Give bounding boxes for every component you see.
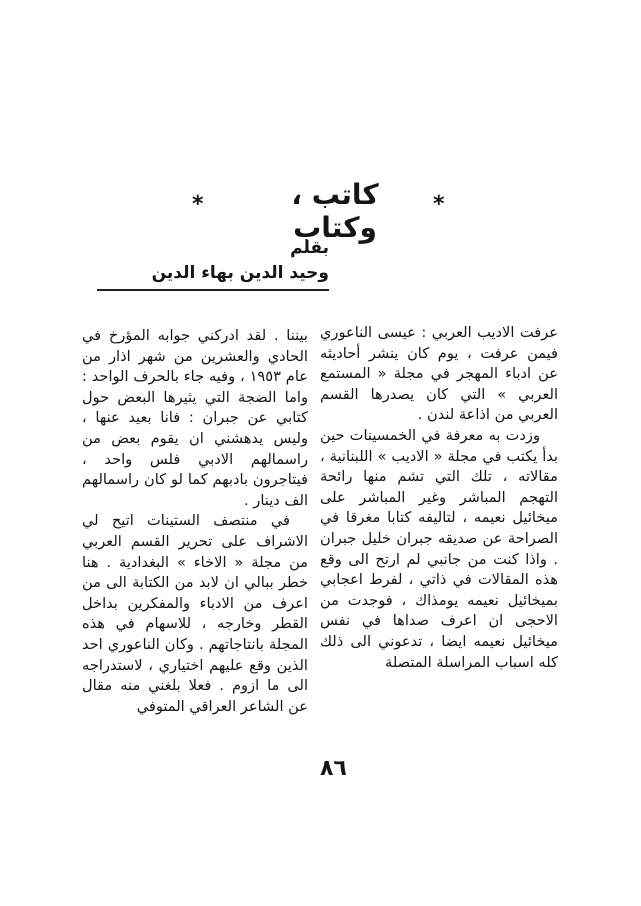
article-title: كاتب ، وكتاب bbox=[291, 178, 379, 244]
paragraph: في منتصف الستينات اتيح لي الاشراف على تحرير القسم العربي من مجلة « الاخاء » البغدادية . هنا خطر ببالي ان لابد من الكتابة الى من اعرف من الادباء والمفكرين بداخل القطر وخارجه ، للاسهام في هذه المجلة بانتاجاتهم . وكان الناعوري احد الذين وقع عليهم اختياري ، لاستدراجه الى ما ازوم . فعلا بلغني منه مقال عن الشاعر العراقي المتوفي bbox=[82, 512, 308, 715]
author-name: وحيد الدين بهاء الدين bbox=[151, 263, 329, 283]
star-ornament-left: * bbox=[192, 192, 204, 217]
left-column bbox=[82, 326, 308, 717]
paragraph: بيننا . لقد ادركني جوابه المؤرخ في الحادي والعشرين من شهر اذار من عام ١٩٥٣ ، وفيه جاء بالحرف الواحد : واما الضجة التي يثيرها البعض حول كتابي عن جبران : فانا بعيد عنها ، وليس يدهشني ان يقوم بعض من راسمالهم الادبي فلس واحد ، فيتاجرون بادبهم كما لو كان راسمالهم الف دينار . bbox=[82, 327, 308, 509]
byline bbox=[109, 236, 329, 286]
right-column bbox=[320, 323, 558, 673]
paragraph: عرفت الاديب العربي : عيسى الناعوري فيمن عرفت ، يوم كان ينشر أحاديثه عن ادباء المهجر في مجلة « المستمع العربي » التي كان يصدرها القسم العربي من اذاعة لندن . bbox=[320, 324, 558, 424]
paragraph: وزدت به معرفة في الخمسينات حين بدأ يكتب في مجلة « الاديب » اللبنانية ، مقالاته ، تلك التي تشم منها رائحة التهجم المباشر وغير المباشر على ميخائيل نعيمه ، لتاليفه كتابا مغرقا في الصراحة عن صديقه جبران خليل جبران . واذا كنت من جانبي لم ارتح الى وقع هذه المقالات في ذاتي ، لفرط اعجابي بميخائيل نعيمه يومذاك ، فوجدت من الاحجى ان اعرف صداها في نفس ميخائيل نعيمه ايضا ، تدعوني الى ذلك كله اسباب المراسلة المتصلة bbox=[320, 426, 558, 671]
byline-label: بقلم bbox=[290, 238, 329, 258]
page-number: ٨٦ bbox=[320, 756, 347, 781]
star-ornament-right: * bbox=[433, 192, 445, 217]
byline-underline bbox=[97, 289, 329, 291]
title-block bbox=[0, 178, 641, 244]
